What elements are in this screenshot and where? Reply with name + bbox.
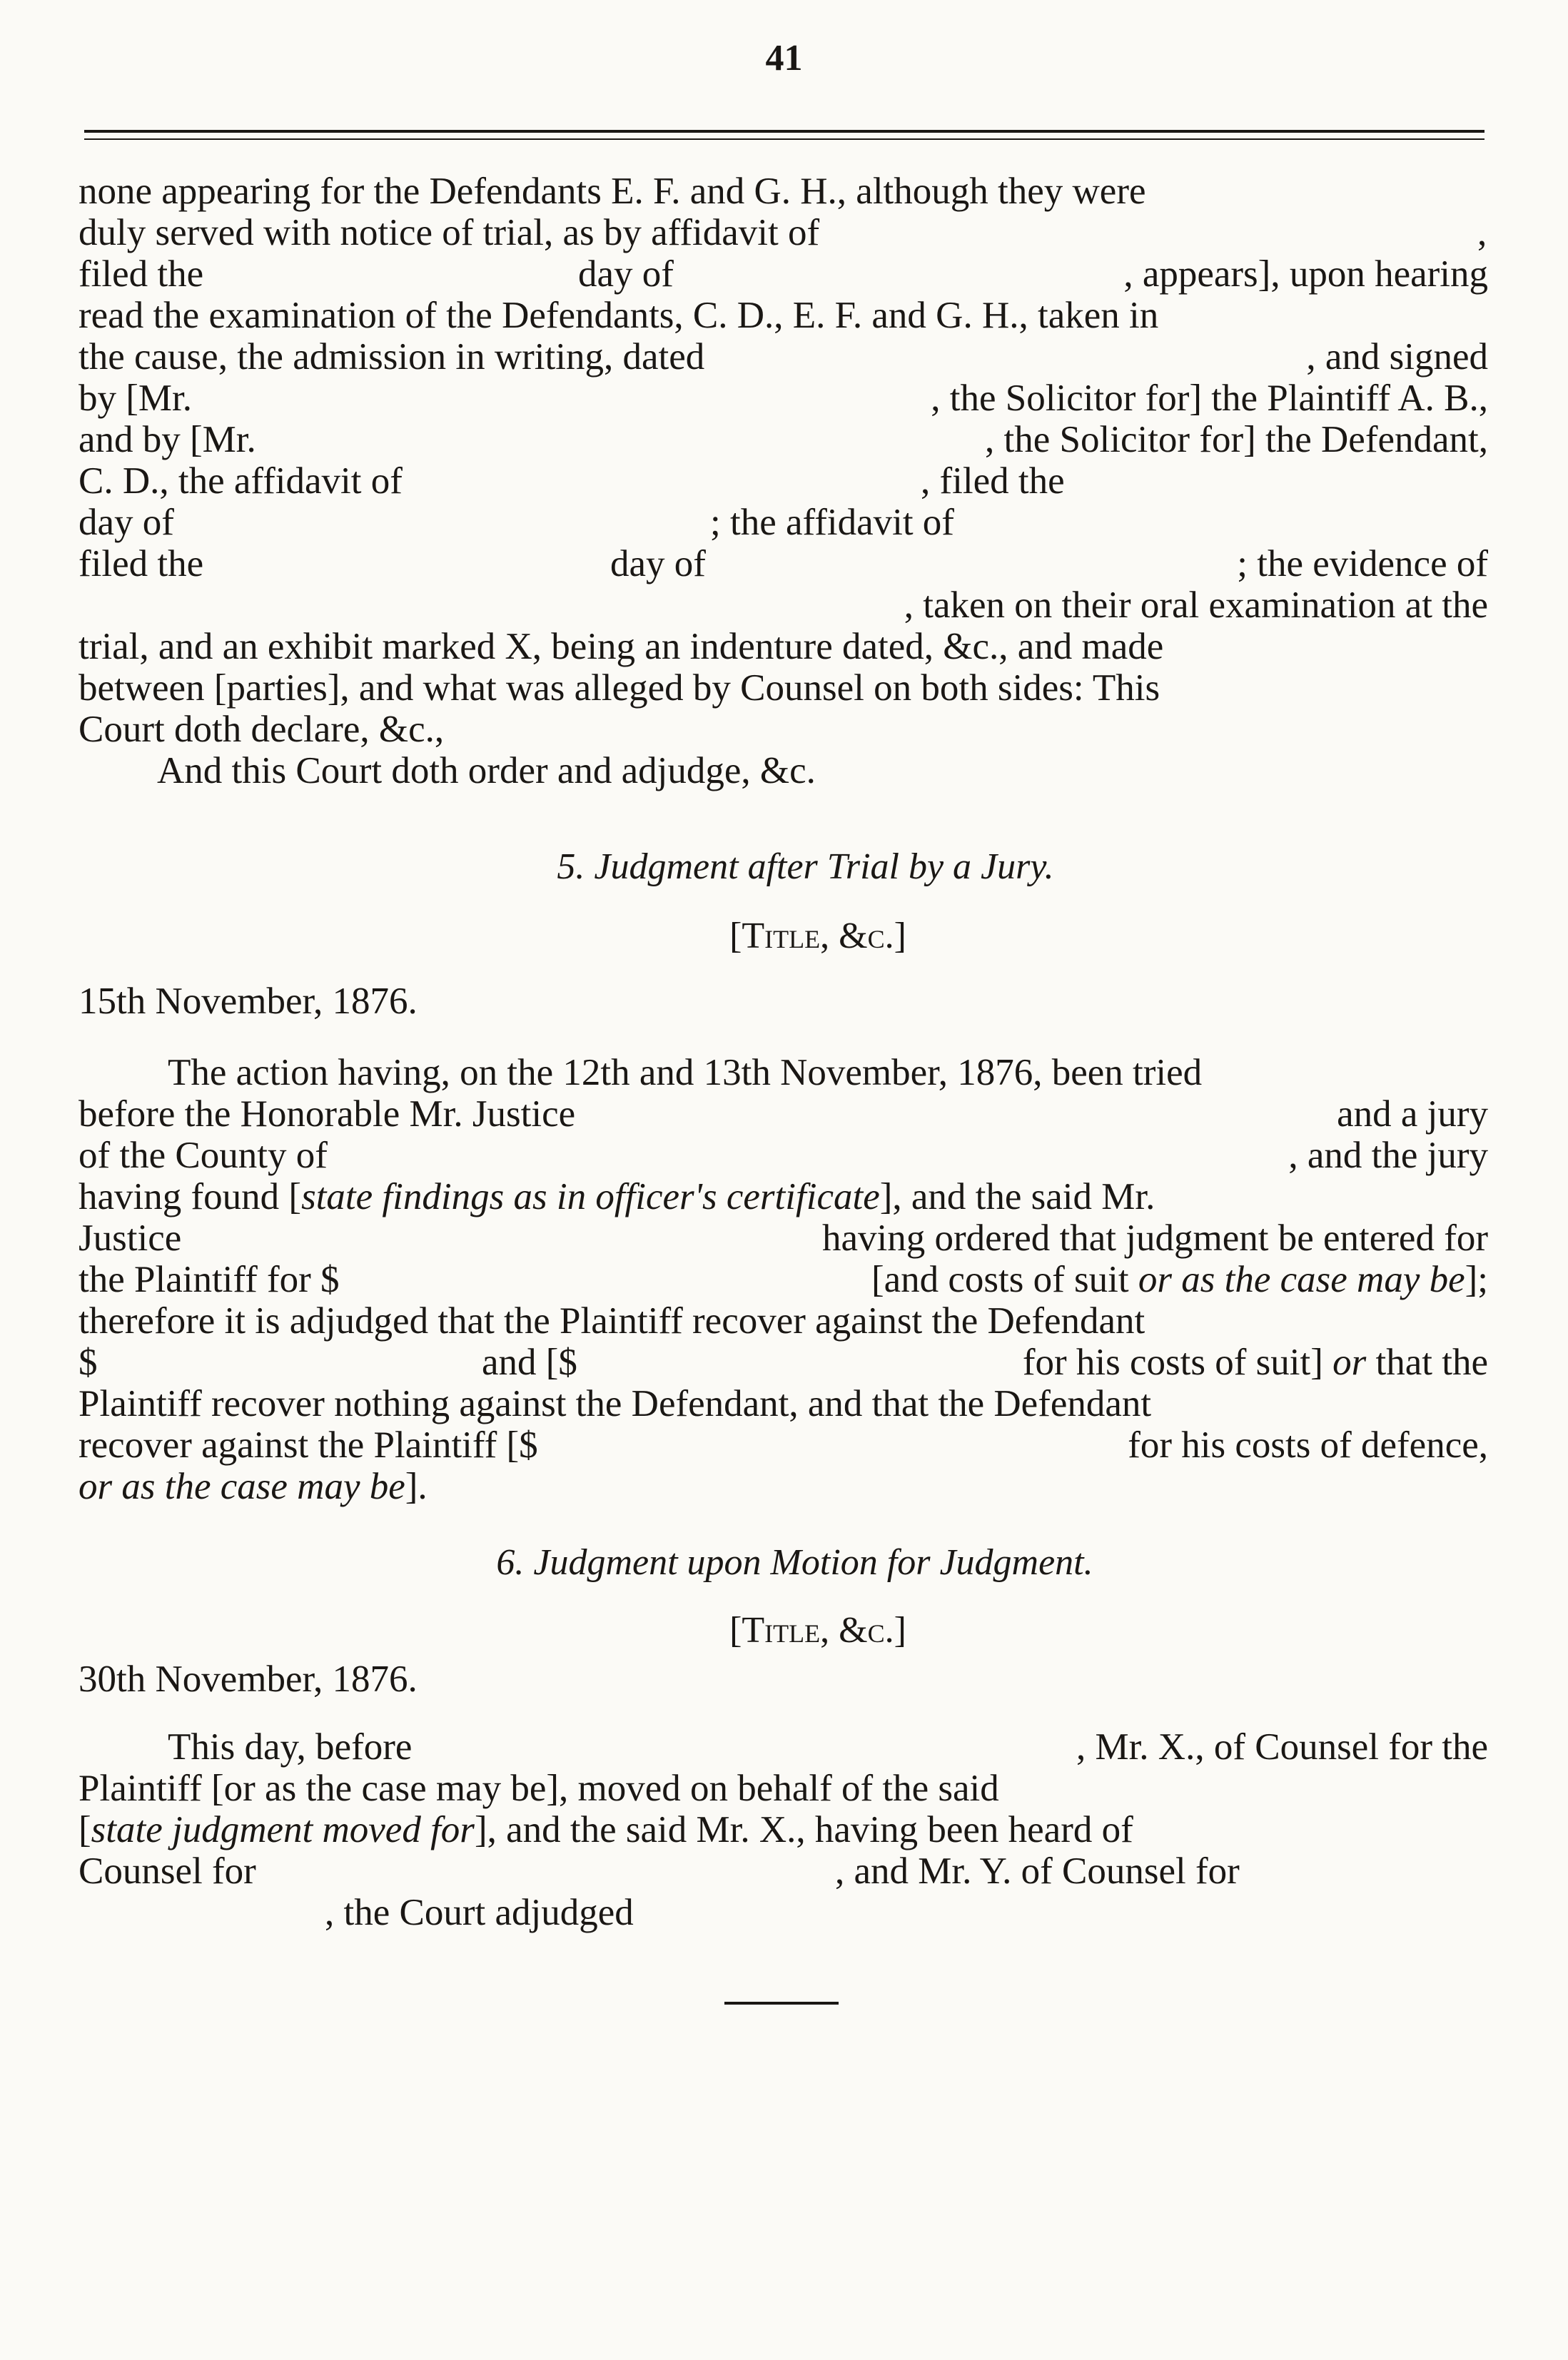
- text-line: [79, 668, 1488, 708]
- text-span: the cause, the admission in writing, dated: [79, 336, 705, 378]
- text-span: having found [: [79, 1176, 302, 1217]
- title-placeholder: [Title, &c.]: [729, 1610, 906, 1651]
- text-span: , and Mr. Y. of Counsel for: [835, 1850, 1240, 1892]
- text-line: [79, 1810, 1488, 1850]
- text-span: , Mr. X., of Counsel for the: [1076, 1726, 1488, 1768]
- header-double-rule: [84, 130, 1484, 140]
- text-span: ,: [1477, 212, 1487, 253]
- text-line: [79, 1768, 1488, 1808]
- date-line: [79, 1659, 1488, 1699]
- text-line: [79, 1727, 1488, 1767]
- text-span: ];: [1465, 1259, 1488, 1300]
- text-line: [79, 627, 1488, 667]
- text-span: the Plaintiff for $: [79, 1259, 340, 1300]
- italic-span: or as the case may be: [1138, 1259, 1465, 1300]
- text-line: [79, 502, 1488, 542]
- text-span: ], and the said Mr. X., having been heard of: [474, 1809, 1133, 1850]
- text-span: of the County of: [79, 1135, 328, 1176]
- text-span: Court doth declare, &c.,: [79, 709, 445, 750]
- text-span: $: [79, 1342, 98, 1383]
- text-line: [79, 1384, 1488, 1424]
- text-line: [79, 461, 1488, 501]
- closing-rule: [724, 2002, 839, 2005]
- italic-span: or as the case may be: [79, 1466, 405, 1507]
- text-line: [79, 1177, 1488, 1217]
- text-span: filed the: [79, 543, 204, 584]
- text-span: C. D., the affidavit of: [79, 460, 403, 502]
- text-line: [79, 1094, 1488, 1134]
- text-span: having ordered that judgment be entered for: [821, 1217, 1488, 1259]
- section-heading: 5. Judgment after Trial by a Jury.: [557, 846, 1054, 887]
- text-span: [1023, 1342, 1488, 1382]
- text-span: between [parties], and what was alleged by Counsel on both sides: This: [79, 667, 1160, 709]
- text-line: [79, 295, 1488, 335]
- text-span: , taken on their oral examination at the: [904, 584, 1488, 626]
- text-line: [79, 337, 1488, 377]
- italic-span: state judgment moved for: [91, 1809, 475, 1850]
- date-line: [79, 981, 1488, 1021]
- text-span: And this Court doth order and adjudge, &c.: [157, 750, 816, 791]
- text-span: , the Solicitor for] the Defendant,: [985, 419, 1488, 460]
- text-line: [79, 1053, 1488, 1093]
- text-line: [79, 751, 1488, 791]
- page-number: 41: [765, 38, 803, 79]
- text-line: [79, 1467, 1488, 1506]
- text-span: , the Court adjudged: [325, 1892, 634, 1933]
- text-span: , filed the: [921, 460, 1065, 502]
- title-placeholder: [Title, &c.]: [729, 916, 906, 956]
- text-line: [79, 1218, 1488, 1258]
- text-span: Plaintiff recover nothing against the Defendant, and that the Defendant: [79, 1383, 1152, 1424]
- text-span: [and costs of suit: [871, 1259, 1138, 1300]
- date-text: 30th November, 1876.: [79, 1658, 418, 1700]
- text-span: , and the jury: [1288, 1135, 1488, 1176]
- text-line: [79, 709, 1488, 749]
- text-span: filed the: [79, 253, 204, 295]
- text-span: day of: [610, 543, 706, 584]
- text-span: for his costs of defence,: [1128, 1424, 1488, 1466]
- text-line: [79, 378, 1488, 418]
- text-span: Counsel for: [79, 1850, 256, 1892]
- text-span: before the Honorable Mr. Justice: [79, 1093, 576, 1135]
- text-line: [79, 1135, 1488, 1175]
- text-span: The action having, on the 12th and 13th November, 1876, been tried: [168, 1052, 1203, 1093]
- text-span: duly served with notice of trial, as by affidavit of: [79, 212, 820, 253]
- text-span: [79, 1177, 1155, 1217]
- text-span: day of: [578, 253, 674, 295]
- text-span: Plaintiff [or as the case may be], moved on behalf of the said: [79, 1768, 999, 1809]
- text-span: therefore it is adjudged that the Plaintiff recover against the Defendant: [79, 1300, 1145, 1342]
- text-span: recover against the Plaintiff [$: [79, 1424, 538, 1466]
- text-span: trial, and an exhibit marked X, being an indenture dated, &c., and made: [79, 626, 1164, 667]
- text-span: [871, 1260, 1488, 1300]
- date-text: 15th November, 1876.: [79, 981, 418, 1022]
- text-span: ; the evidence of: [1237, 543, 1488, 584]
- text-span: and [$: [482, 1342, 577, 1383]
- text-line: [79, 420, 1488, 460]
- text-line: [79, 1301, 1488, 1341]
- text-span: read the examination of the Defendants, C. D., E. F. and G. H., taken in: [79, 295, 1159, 336]
- text-span: and a jury: [1337, 1093, 1488, 1135]
- text-span: [: [79, 1809, 91, 1850]
- text-line: [79, 254, 1488, 294]
- text-line: [79, 544, 1488, 584]
- text-span: [79, 1810, 1133, 1850]
- text-span: , and signed: [1306, 336, 1488, 378]
- italic-span: or: [1332, 1342, 1367, 1383]
- text-span: , the Solicitor for] the Plaintiff A. B.,: [931, 378, 1488, 419]
- italic-span: state findings as in officer's certificate: [301, 1176, 880, 1217]
- text-span: Justice: [79, 1217, 182, 1259]
- text-span: , appears], upon hearing: [1123, 253, 1488, 295]
- text-line: [79, 171, 1488, 211]
- text-span: ], and the said Mr.: [879, 1176, 1155, 1217]
- text-span: ].: [405, 1466, 428, 1507]
- text-line: [79, 213, 1488, 253]
- text-line: [79, 1425, 1488, 1465]
- text-line: [79, 1260, 1488, 1300]
- text-line: [79, 1851, 1488, 1891]
- text-span: and by [Mr.: [79, 419, 256, 460]
- text-span: for his costs of suit]: [1022, 1342, 1333, 1383]
- section-heading: 6. Judgment upon Motion for Judgment.: [496, 1542, 1093, 1583]
- text-span: ; the affidavit of: [710, 502, 954, 543]
- text-span: day of: [79, 502, 174, 543]
- text-span: by [Mr.: [79, 378, 192, 419]
- text-span: none appearing for the Defendants E. F. and G. H., although they were: [79, 171, 1146, 212]
- text-line: [79, 1342, 1488, 1382]
- text-span: that the: [1366, 1342, 1488, 1383]
- text-span: This day, before: [168, 1726, 413, 1768]
